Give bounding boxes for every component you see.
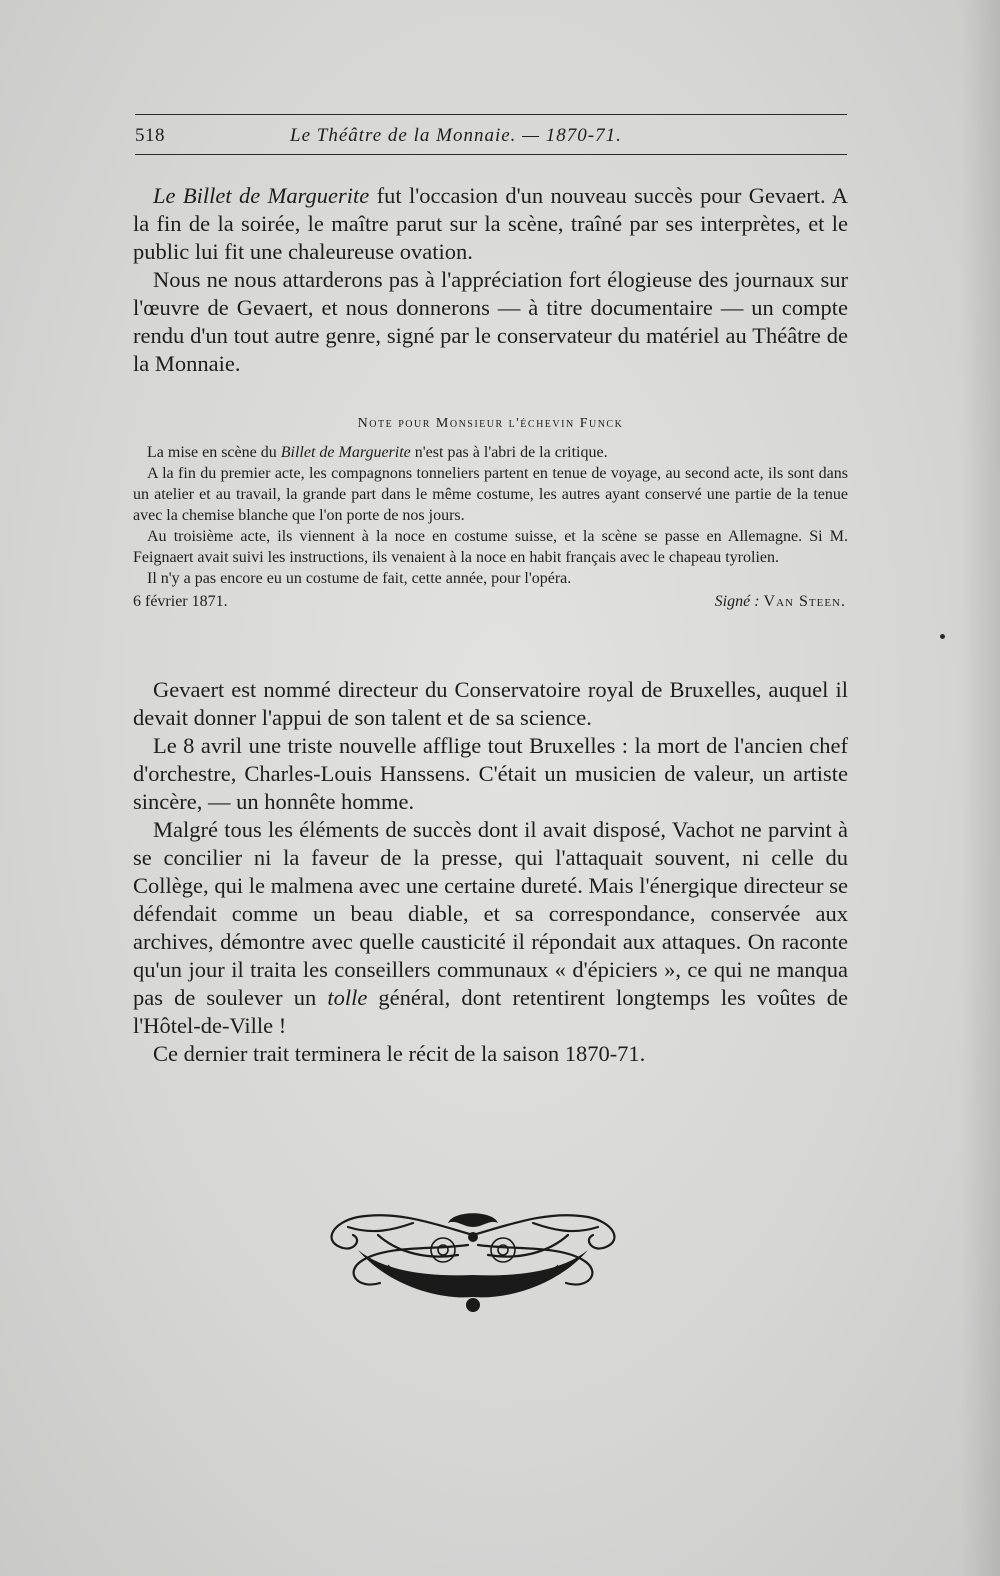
header-rule-top — [135, 114, 847, 115]
paragraph-final: Ce dernier trait terminera le récit de la saison 1870-71. — [153, 1041, 646, 1066]
note-signature — [715, 591, 848, 612]
note-paragraph: A la fin du premier acte, les compagnons tonneliers partent en tenue de voyage, au second acte, ils sont dans un atelier et au travail, la grande part dans le même costume, les autres ayant conservé une partie de la tenue avec la chemise blanche que l'on porte de nos jours. — [133, 465, 848, 524]
paragraph-vachot — [133, 816, 848, 1040]
note-paragraph — [133, 442, 848, 463]
paragraph-billet — [133, 182, 848, 266]
italic-word: tolle — [327, 985, 368, 1010]
note-paragraph: Il n'y a pas encore eu un costume de fait, cette année, pour l'opéra. — [147, 570, 572, 587]
note-signature-line — [133, 591, 848, 612]
paragraph-journaux — [133, 266, 848, 378]
note-body — [133, 442, 848, 612]
note-paragraph: Au troisième acte, ils viennent à la noce en costume suisse, et la scène se passe en Allemagne. Si M. Feignaert avait suivi les instructions, ils venaient à la noce en habit français avec le chapeau tyrolien. — [133, 528, 848, 566]
note-work-title: Billet de Marguerite — [280, 444, 411, 461]
note-text: La mise en scène du — [147, 444, 281, 461]
page-number: 518 — [135, 125, 165, 146]
header-rule-bottom — [135, 154, 847, 155]
paragraph-hanssens: Le 8 avril une triste nouvelle afflige tout Bruxelles : la mort de l'ancien chef d'orchestre, Charles-Louis Hanssens. C'était un musicien de valeur, un artiste sincère, — un honnête homme. — [133, 733, 848, 814]
signed-label: Signé : — [714, 593, 764, 610]
note-text: n'est pas à l'abri de la critique. — [410, 444, 608, 461]
note-title: Note pour Monsieur l'échevin Funck — [357, 416, 624, 431]
running-title: Le Théâtre de la Monnaie. — 1870-71. — [290, 125, 622, 146]
margin-dot — [940, 634, 945, 639]
quoted-note — [133, 416, 848, 612]
text-block-bottom — [133, 676, 848, 1068]
page-edge-shadow — [960, 0, 1000, 1576]
paragraph-text: Nous ne nous attarderons pas à l'appréciation fort élogieuse des journaux sur l'œuvre de Gevaert, et nous donnerons — à titre documentaire — un compte rendu d'un tout autre genre, signé par le conservateur du matériel au Théâtre de la Monnaie. — [133, 267, 848, 376]
paragraph-text: Malgré tous les éléments de succès dont il avait disposé, Vachot ne parvint à se concilier ni la faveur de la presse, qui l'attaquait souvent, ni celle du Collège, qui le malmena avec une certaine dureté. Mais l'énergique directeur se défendait comme un beau diable, et sa correspondance, conservée aux archives, démontre avec quelle causticité il répondait aux attaques. On raconte qu'un jour il traita les conseillers communaux « d'épiciers », ce qui ne manqua pas de soulever un — [133, 817, 848, 1010]
paragraph-text: fut l'occasion d'un nouveau succès pour Gevaert. A la fin de la soirée, le maître parut sur la scène, traîné par ses interprètes, et le public lui fit une chaleureuse ovation. — [133, 183, 848, 264]
signed-name: Van Steen. — [763, 593, 846, 610]
work-title: Le Billet de Marguerite — [153, 183, 370, 208]
paragraph-text: général, dont retentirent longtemps les voûtes de l'Hôtel-de-Ville ! — [133, 985, 848, 1038]
running-head — [135, 121, 847, 151]
fleuron-ornament-icon — [318, 1205, 628, 1315]
paragraph-gevaert: Gevaert est nommé directeur du Conservatoire royal de Bruxelles, auquel il devait donner l'appui de son talent et de sa science. — [133, 677, 848, 730]
note-date: 6 février 1871. — [133, 593, 228, 610]
text-block-top — [133, 182, 848, 378]
